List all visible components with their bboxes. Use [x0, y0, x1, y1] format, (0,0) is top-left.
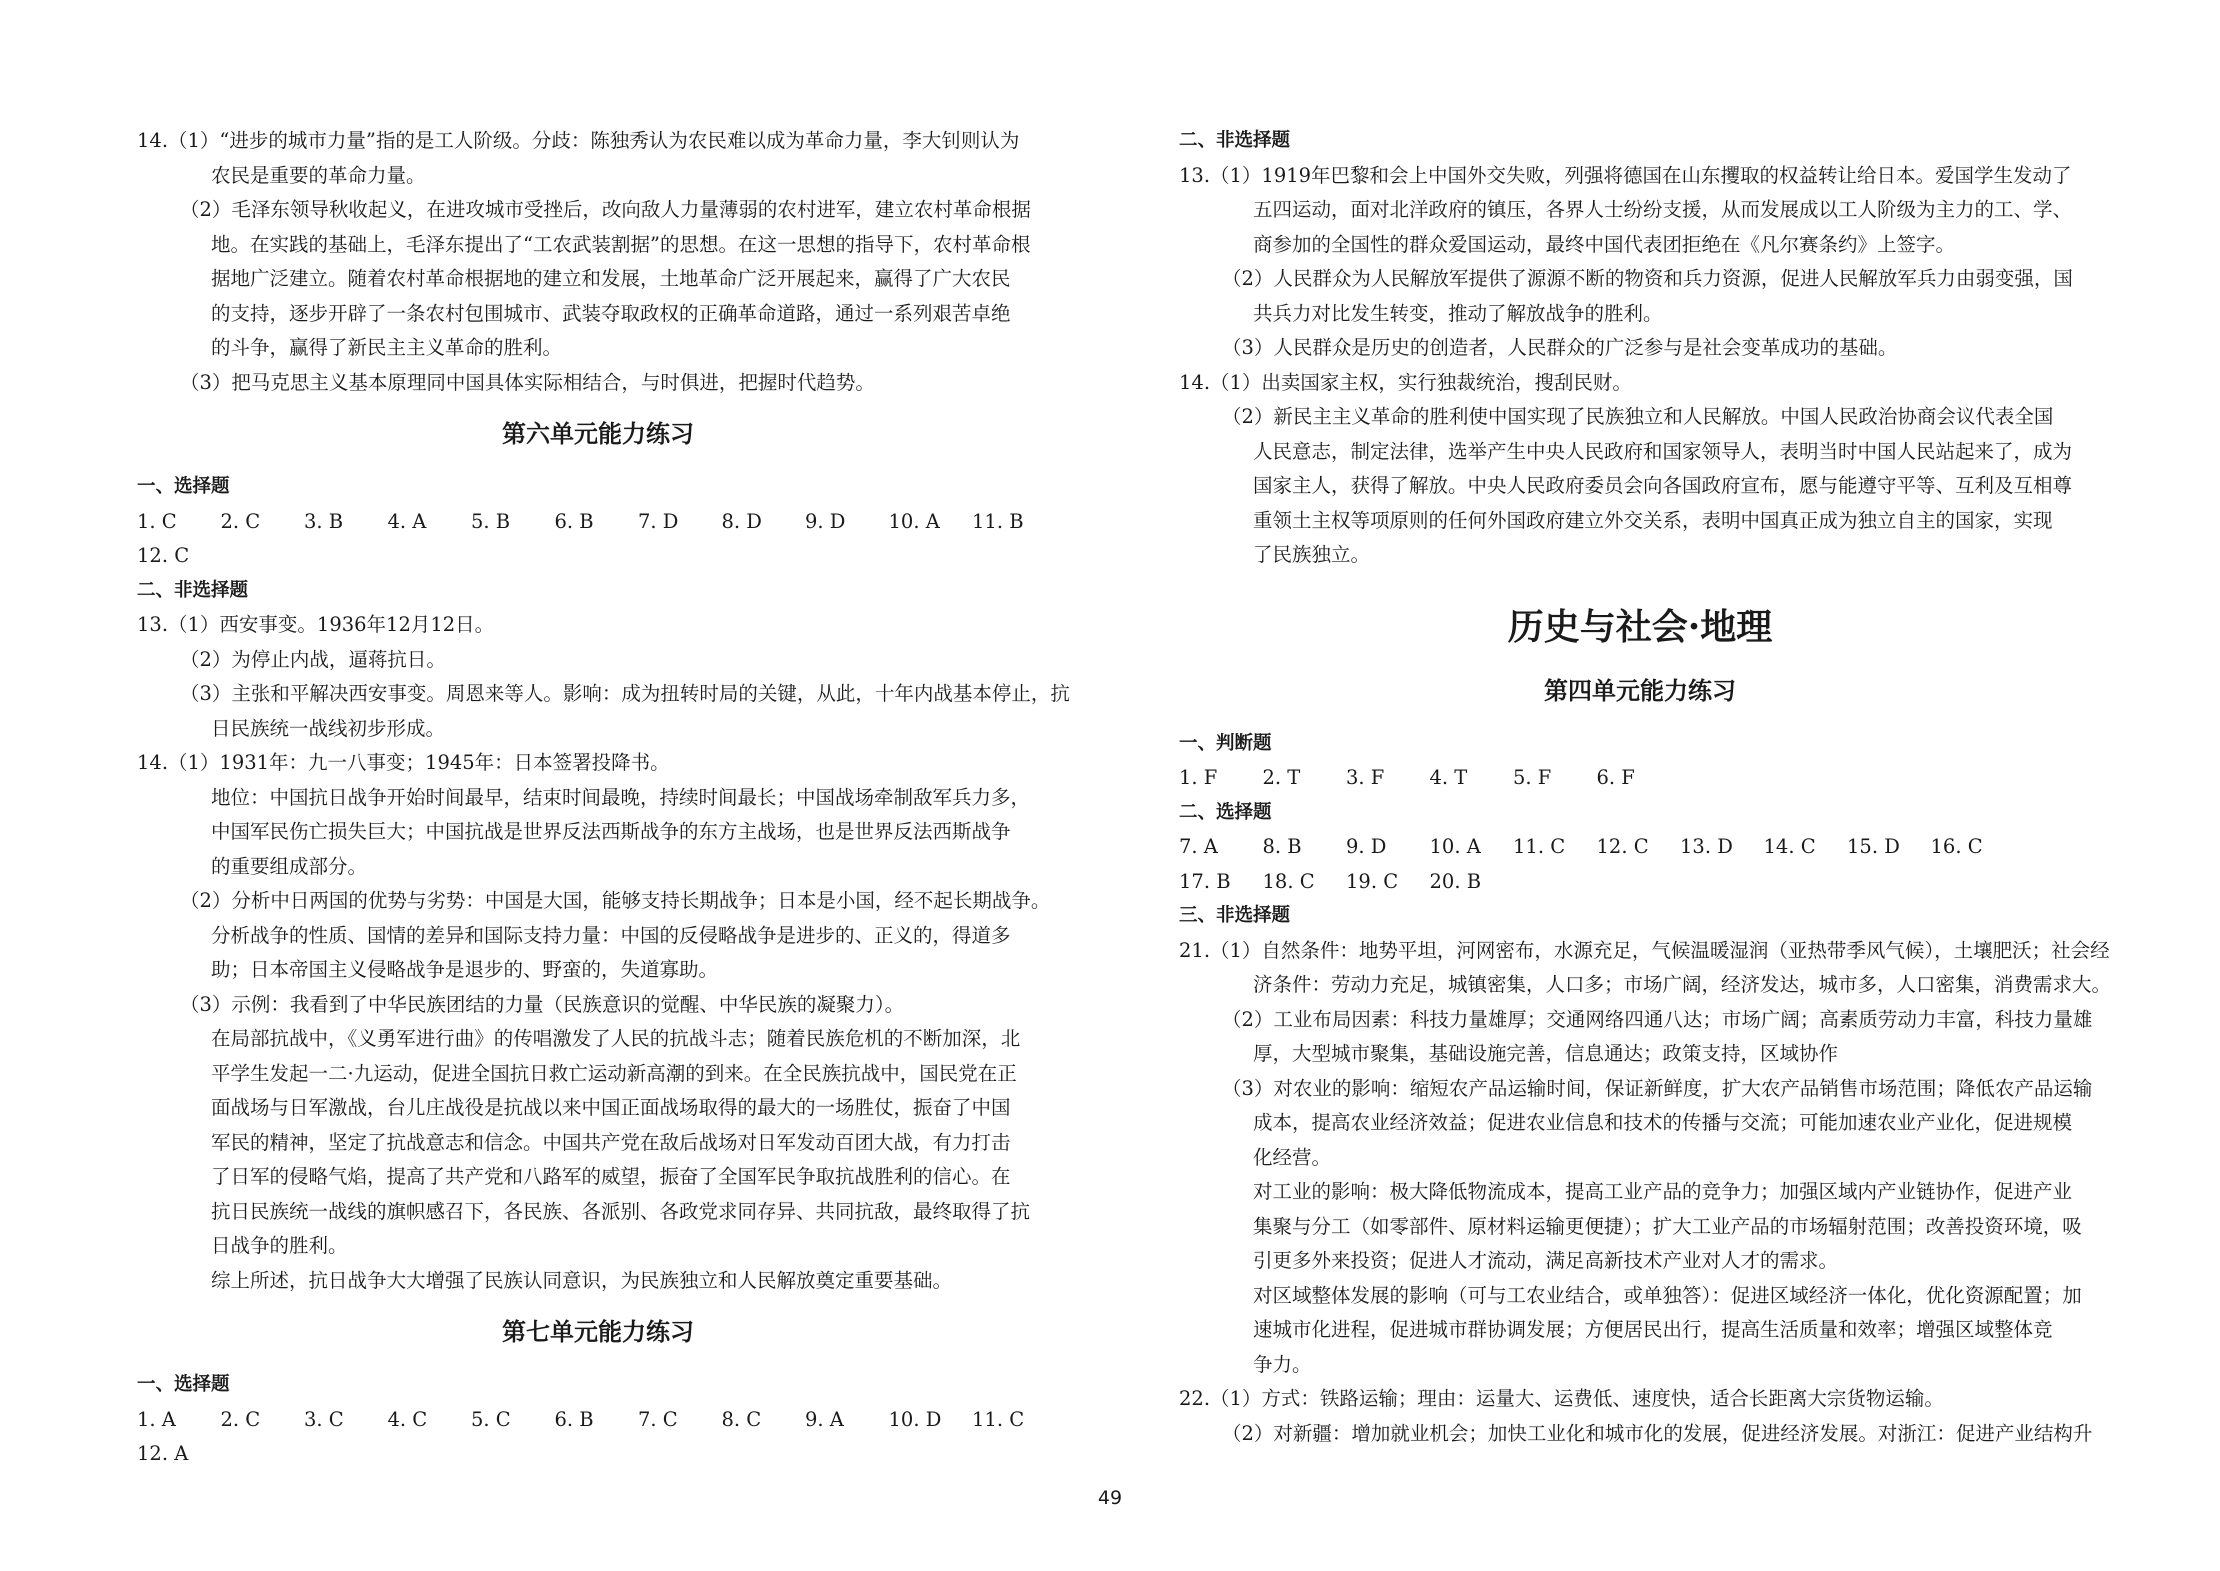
answer-item: 19. C [1346, 869, 1399, 893]
text-line: 中国军民伤亡损失巨大；中国抗战是世界反法西斯战争的东方主战场，也是世界反法西斯战争 [211, 820, 1011, 843]
text-line: 综上所述，抗日战争大大增强了民族认同意识，为民族独立和人民解放奠定重要基础。 [211, 1268, 953, 1292]
text-line: 13.（1）西安事变。1936年12月12日。 [137, 613, 495, 636]
text-line: 地位：中国抗日战争开始时间最早，结束时间最晚，持续时间最长；中国战场牵制敌军兵力多， [211, 785, 1031, 809]
section-heading: 二、非选择题 [137, 579, 249, 601]
right-column [1179, 124, 2112, 1451]
answer-item: 12. C [1596, 835, 1649, 858]
text-line: （3）把马克思主义基本原理同中国具体实际相结合，与时俱进，把握时代趋势。 [180, 370, 875, 394]
text-line: 22.（1）方式：铁路运输；理由：运量大、运费低、速度快，适合长距离大宗货物运输。 [1179, 1387, 1944, 1410]
text-line: （3）主张和平解决西安事变。周恩来等人。影响：成为扭转时局的关键，从此，十年内战基本停止，抗 [180, 682, 1070, 705]
text-line: 地。在实践的基础上，毛泽东提出了“工农武装割据”的思想。在这一思想的指导下，农村革命根 [211, 232, 1031, 256]
text-line: 日战争的胜利。 [211, 1234, 348, 1257]
text-line: （2）为停止内战，逼蒋抗日。 [180, 647, 446, 671]
answer-item: 6. F [1596, 766, 1635, 789]
answer-item: 9. D [1346, 835, 1387, 858]
answer-item: 1. F [1179, 766, 1218, 789]
text-line: 农民是重要的革命力量。 [211, 163, 426, 187]
answer-item: 8. C [721, 1407, 762, 1431]
answer-item: 10. A [888, 509, 940, 533]
answer-item: 3. F [1346, 766, 1385, 789]
answer-item: 9. D [805, 509, 846, 533]
answer-item: 16. C [1930, 835, 1983, 858]
text-line: （2）工业布局因素：科技力量雄厚；交通网络四通八达；市场广阔；高素质劳动力丰富，科技力量雄 [1222, 1007, 2093, 1031]
answer-row [1179, 761, 2101, 796]
text-line: 平学生发起一二·九运动，促进全国抗日救亡运动新高潮的到来。在全民族抗战中，国民党在正 [211, 1061, 1017, 1085]
answer-item: 1. C [137, 509, 177, 533]
text-line: 商参加的全国性的群众爱国运动，最终中国代表团拒绝在《凡尔赛条约》上签字。 [1253, 232, 1956, 256]
text-line: 助；日本帝国主义侵略战争是退步的、野蛮的，失道寡助。 [211, 958, 719, 981]
answer-item: 11. B [972, 509, 1024, 533]
answer-item: 4. C [387, 1407, 428, 1431]
left-column [137, 124, 1070, 1472]
answer-item: 3. B [304, 509, 344, 533]
text-line: 日民族统一战线初步形成。 [211, 716, 446, 740]
text-line: 21.（1）自然条件：地势平坦，河网密布，水源充足，气候温暖湿润（亚热带季风气候），土壤肥沃；社会经 [1179, 938, 2110, 962]
answer-item: 4. A [387, 509, 427, 533]
text-line: 化经营。 [1253, 1145, 1332, 1169]
section-heading: 一、选择题 [137, 476, 230, 497]
answer-item: 2. T [1262, 766, 1301, 789]
text-line: 国家主人，获得了解放。中央人民政府委员会向各国政府宣布，愿与能遵守平等、互利及互相尊 [1253, 474, 2073, 497]
text-line: （3）示例：我看到了中华民族团结的力量（民族意识的觉醒、中华民族的凝聚力）。 [180, 992, 905, 1016]
answer-item: 5. B [471, 509, 511, 533]
text-line: 对区域整体发展的影响（可与工农业结合，或单独答）：促进区域经济一体化，优化资源配置；加 [1253, 1283, 2082, 1307]
answer-item: 11. C [1513, 835, 1566, 858]
text-line: 14.（1）出卖国家主权，实行独裁统治，搜刮民财。 [1179, 370, 1632, 394]
text-line: 13.（1）1919年巴黎和会上中国外交失败，列强将德国在山东攫取的权益转让给日本。爱国学生发动了 [1179, 163, 2072, 187]
answer-item: 4. T [1429, 766, 1468, 789]
answer-item: 6. B [554, 509, 594, 533]
answer-item: 10. D [888, 1407, 942, 1431]
answer-item: 2. C [220, 1407, 261, 1431]
text-line: 重领土主权等项原则的任何外国政府建立外交关系，表明中国真正成为独立自主的国家，实现 [1253, 508, 2053, 532]
section-heading: 一、选择题 [137, 1374, 230, 1395]
answer-row [1179, 865, 2101, 900]
answer-row [137, 1403, 1059, 1438]
answer-item: 17. B [1179, 869, 1231, 893]
text-line: 对工业的影响：极大降低物流成本，提高工业产品的竞争力；加强区域内产业链协作，促进产业 [1253, 1180, 2073, 1203]
text-line: 分析战争的性质、国情的差异和国际支持力量：中国的反侵略战争是进步的、正义的，得道多 [211, 923, 1011, 947]
answer-item: 15. D [1847, 835, 1900, 858]
answer-item: 8. D [721, 509, 762, 533]
answer-item: 5. C [471, 1407, 511, 1431]
answer-row [1179, 830, 2101, 865]
answer-item: 9. A [805, 1407, 844, 1431]
text-line: 14.（1）1931年：九一八事变；1945年：日本签署投降书。 [137, 751, 670, 774]
answer-item: 2. C [220, 509, 261, 533]
answer-row [137, 505, 1059, 540]
answer-item: 10. A [1429, 835, 1481, 858]
text-line: （2）新民主主义革命的胜利使中国实现了民族独立和人民解放。中国人民政治协商会议代表全国 [1222, 405, 2054, 428]
answer-item: 3. C [304, 1407, 344, 1431]
answer-row [137, 539, 1059, 574]
text-line: 厚，大型城市聚集，基础设施完善，信息通达；政策支持，区域协作 [1253, 1042, 1839, 1065]
page-number: 49 [1097, 1487, 1123, 1509]
text-line: 的支持，逐步开辟了一条农村包围城市、武装夺取政权的正确革命道路，通过一系列艰苦卓绝 [211, 301, 1011, 325]
unit-heading: 第七单元能力练习 [502, 1318, 694, 1346]
text-line: 军民的精神，坚定了抗战意志和信念。中国共产党在敌后战场对日军发动百团大战，有力打击 [211, 1130, 1011, 1154]
answer-item: 14. C [1763, 835, 1816, 858]
answer-item: 7. A [1179, 835, 1218, 858]
answer-item: 1. A [137, 1407, 176, 1431]
answer-item: 11. C [972, 1407, 1025, 1431]
unit-heading: 第六单元能力练习 [502, 420, 694, 448]
answer-item: 8. B [1262, 835, 1302, 858]
text-line: 面战场与日军激战，台儿庄战役是抗战以来中国正面战场取得的最大的一场胜仗，振奋了中国 [211, 1096, 1011, 1119]
answer-item: 7. D [638, 509, 679, 533]
text-line: 集聚与分工（如零部件、原材料运输更便捷）；扩大工业产品的市场辐射范围；改善投资环境，吸 [1253, 1214, 2082, 1238]
section-heading: 一、判断题 [1179, 732, 1272, 754]
text-line: 引更多外来投资；促进人才流动，满足高新技术产业对人才的需求。 [1253, 1249, 1839, 1272]
text-line: （2）对新疆：增加就业机会；加快工业化和城市化的发展，促进经济发展。对浙江：促进产业结构升 [1222, 1421, 2093, 1445]
answer-item: 7. C [638, 1407, 678, 1431]
text-line: 的斗争，赢得了新民主主义革命的胜利。 [211, 336, 563, 359]
answer-item: 13. D [1680, 835, 1733, 858]
section-heading: 二、选择题 [1179, 801, 1272, 823]
answer-item: 6. B [554, 1407, 594, 1431]
text-line: 成本，提高农业经济效益；促进农业信息和技术的传播与交流；可能加速农业产业化，促进规模 [1253, 1111, 2073, 1134]
text-line: 争力。 [1253, 1352, 1312, 1376]
text-line: 14.（1）“进步的城市力量”指的是工人阶级。分歧：陈独秀认为农民难以成为革命力量，李大钊则认为 [137, 129, 1020, 152]
text-line: （2）人民群众为人民解放军提供了源源不断的物资和兵力资源，促进人民解放军兵力由弱变强，国 [1222, 267, 2073, 290]
unit-heading: 第四单元能力练习 [1544, 676, 1736, 705]
text-line: 在局部抗战中，《义勇军进行曲》的传唱激发了人民的抗战斗志；随着民族危机的不断加深，北 [211, 1027, 1021, 1050]
answer-item: 12. A [137, 1442, 189, 1465]
answer-row [137, 1437, 1059, 1472]
answer-item: 20. B [1429, 869, 1482, 893]
text-line: 济条件：劳动力充足，城镇密集，人口多；市场广阔，经济发达，城市多，人口密集，消费需求大。 [1253, 973, 2112, 996]
text-line: 五四运动，面对北洋政府的镇压，各界人士纷纷支援，从而发展成以工人阶级为主力的工、学、 [1253, 198, 2073, 221]
section-heading: 二、非选择题 [1179, 130, 1291, 151]
answer-item: 18. C [1262, 869, 1315, 893]
text-line: （3）对农业的影响：缩短农产品运输时间，保证新鲜度，扩大农产品销售市场范围；降低农产品运输 [1222, 1076, 2093, 1100]
answer-item: 5. F [1513, 766, 1552, 789]
text-line: 了日军的侵略气焰，提高了共产党和八路军的威望，振奋了全国军民争取抗战胜利的信心。在 [211, 1165, 1011, 1188]
text-line: （2）分析中日两国的优势与劣势：中国是大国，能够支持长期战争；日本是小国，经不起长期战争。 [180, 889, 1051, 912]
text-line: 抗日民族统一战线的旗帜感召下，各民族、各派别、各政党求同存异、共同抗敌，最终取得了抗 [211, 1199, 1031, 1223]
text-line: 的重要组成部分。 [211, 854, 368, 878]
text-line: 据地广泛建立。随着农村革命根据地的建立和发展，土地革命广泛开展起来，赢得了广大农民 [211, 267, 1011, 290]
section-heading: 三、非选择题 [1179, 905, 1291, 926]
text-line: 共兵力对比发生转变，推动了解放战争的胜利。 [1253, 301, 1663, 325]
text-line: （3）人民群众是历史的创造者，人民群众的广泛参与是社会变革成功的基础。 [1222, 336, 1898, 359]
subject-title: 历史与社会·地理 [1507, 605, 1773, 648]
text-line: （2）毛泽东领导秋收起义，在进攻城市受挫后，改向敌人力量薄弱的农村进军，建立农村革命根据 [180, 198, 1031, 221]
text-line: 了民族独立。 [1253, 543, 1371, 566]
text-line: 速城市化进程，促进城市群协调发展；方便居民出行，提高生活质量和效率；增强区域整体竞 [1253, 1318, 2053, 1341]
answer-item: 12. C [137, 544, 190, 567]
text-line: 人民意志，制定法律，选举产生中央人民政府和国家领导人，表明当时中国人民站起来了，成为 [1253, 439, 2073, 463]
